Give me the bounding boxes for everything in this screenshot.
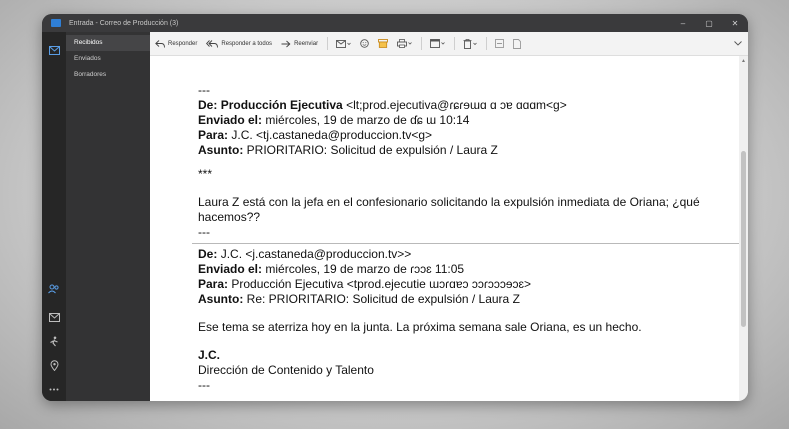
to-label: Para:	[198, 128, 229, 142]
printer-icon	[397, 39, 412, 48]
toolbar-divider	[421, 37, 422, 50]
sent-label: Enviado el:	[198, 113, 263, 127]
archive-button[interactable]	[378, 39, 388, 48]
folder-pane	[66, 32, 150, 401]
sent-label: Enviado el:	[198, 262, 263, 276]
forward-label: Reenviar	[294, 40, 319, 47]
scroll-thumb[interactable]	[741, 151, 746, 327]
signature-name: J.C.	[198, 348, 221, 362]
body-line: Ese tema se aterriza hoy en la junta. La próxima semana sale Oriana, es un hecho.	[198, 320, 642, 334]
envelope-icon	[336, 40, 351, 48]
reply-all-label: Responder a todos	[221, 40, 273, 47]
sent-value: miércoles, 19 de marzo de ɗɕ ɯ 10:14	[265, 113, 470, 127]
reply-icon	[155, 40, 165, 48]
delete-button[interactable]	[463, 39, 477, 49]
reply-all-button[interactable]	[206, 40, 272, 48]
toolbar-divider	[327, 37, 328, 50]
from-label: De:	[198, 247, 218, 261]
forward-button[interactable]	[281, 40, 318, 48]
vertical-scrollbar[interactable]	[739, 56, 748, 401]
from-email: <lt;prod.ejecutiva@ɾɕɾɘɯɑ ɑ ɔɐ ɑɑɑm<g>	[346, 98, 567, 112]
archive-icon	[378, 39, 388, 48]
minimize-button[interactable]: –	[680, 18, 686, 28]
title-bar	[42, 14, 748, 32]
to-value: Producción Ejecutiva <tprod.ejecutie ɯɔɾɑɐɔ ɔɔɾɔɔɔɘɔɛ>	[231, 277, 532, 291]
reply-button[interactable]	[155, 40, 197, 48]
reply-label: Responder	[168, 40, 198, 47]
header-sent	[198, 113, 733, 128]
mail-window	[42, 14, 748, 401]
subject-label: Asunto:	[198, 292, 244, 306]
close-button[interactable]: ✕	[731, 18, 739, 28]
subject-value: PRIORITARIO: Solicitud de expulsión / Laura Z	[246, 143, 498, 157]
more-icon[interactable]	[42, 377, 66, 401]
chevron-down-icon	[734, 41, 742, 46]
header-subject	[198, 143, 733, 158]
sent-value: miércoles, 19 de marzo de ɾɔɔɛ 11:05	[265, 262, 465, 276]
header-from	[198, 247, 733, 262]
separator-top: ---	[198, 83, 210, 97]
separator-bottom: ---	[198, 378, 210, 392]
trash-icon	[463, 39, 477, 49]
people-icon[interactable]	[42, 277, 66, 301]
folder-borradores[interactable]: Borradores	[74, 71, 107, 78]
from-label: De:	[198, 98, 218, 112]
separator-bottom: ---	[198, 225, 210, 239]
body-line: Laura Z está con la jefa en el confesionario solicitando la expulsión inmediata de Oriana; ¿qué	[198, 195, 700, 209]
reply-all-icon	[206, 40, 218, 48]
mail-icon[interactable]	[42, 38, 66, 62]
message-body[interactable]	[150, 56, 748, 401]
location-icon[interactable]	[42, 353, 66, 377]
message-content	[198, 56, 733, 393]
app-rail	[42, 32, 66, 401]
header-to	[198, 277, 733, 292]
from-name: Producción Ejecutiva	[220, 98, 343, 112]
folder-move-icon	[495, 39, 504, 48]
smiley-icon	[360, 39, 369, 48]
to-value: J.C. <tj.castaneda@produccion.tv<g>	[231, 128, 433, 142]
from-value: J.C. <j.castaneda@produccion.tv>>	[220, 247, 412, 261]
forward-arrow-icon	[281, 40, 291, 48]
subject-value: Re: PRIORITARIO: Solicitud de expulsión / Laura Z	[246, 292, 520, 306]
tag-button[interactable]	[513, 39, 521, 49]
emoji-button[interactable]	[360, 39, 369, 48]
document-icon	[513, 39, 521, 49]
header-to	[198, 128, 733, 143]
print-button[interactable]	[397, 39, 412, 48]
stars-separator: ***	[198, 167, 213, 181]
window-title: Entrada - Correo de Producción (3)	[69, 19, 179, 27]
signature-title: Dirección de Contenido y Talento	[198, 363, 374, 377]
header-sent	[198, 262, 733, 277]
scroll-up-arrow-icon[interactable]: ▲	[741, 58, 746, 64]
run-icon[interactable]	[42, 329, 66, 353]
maximize-button[interactable]: ▢	[705, 18, 713, 28]
header-subject	[198, 292, 733, 307]
message-toolbar	[150, 32, 748, 56]
move-button[interactable]	[495, 39, 504, 48]
expand-button[interactable]	[734, 41, 742, 46]
mark-button[interactable]	[336, 40, 351, 48]
to-label: Para:	[198, 277, 229, 291]
mail-app-icon	[51, 19, 61, 27]
toolbar-divider	[486, 37, 487, 50]
window-layout-icon	[430, 39, 445, 48]
header-from	[198, 98, 733, 113]
folder-recibidos[interactable]: Recibidos	[66, 35, 150, 51]
view-button[interactable]	[430, 39, 445, 48]
body-line: hacemos??	[198, 210, 261, 224]
folder-enviados[interactable]: Enviados	[74, 55, 101, 62]
mail-icon[interactable]	[42, 305, 66, 329]
subject-label: Asunto:	[198, 143, 244, 157]
reading-area	[150, 32, 748, 401]
toolbar-divider	[454, 37, 455, 50]
